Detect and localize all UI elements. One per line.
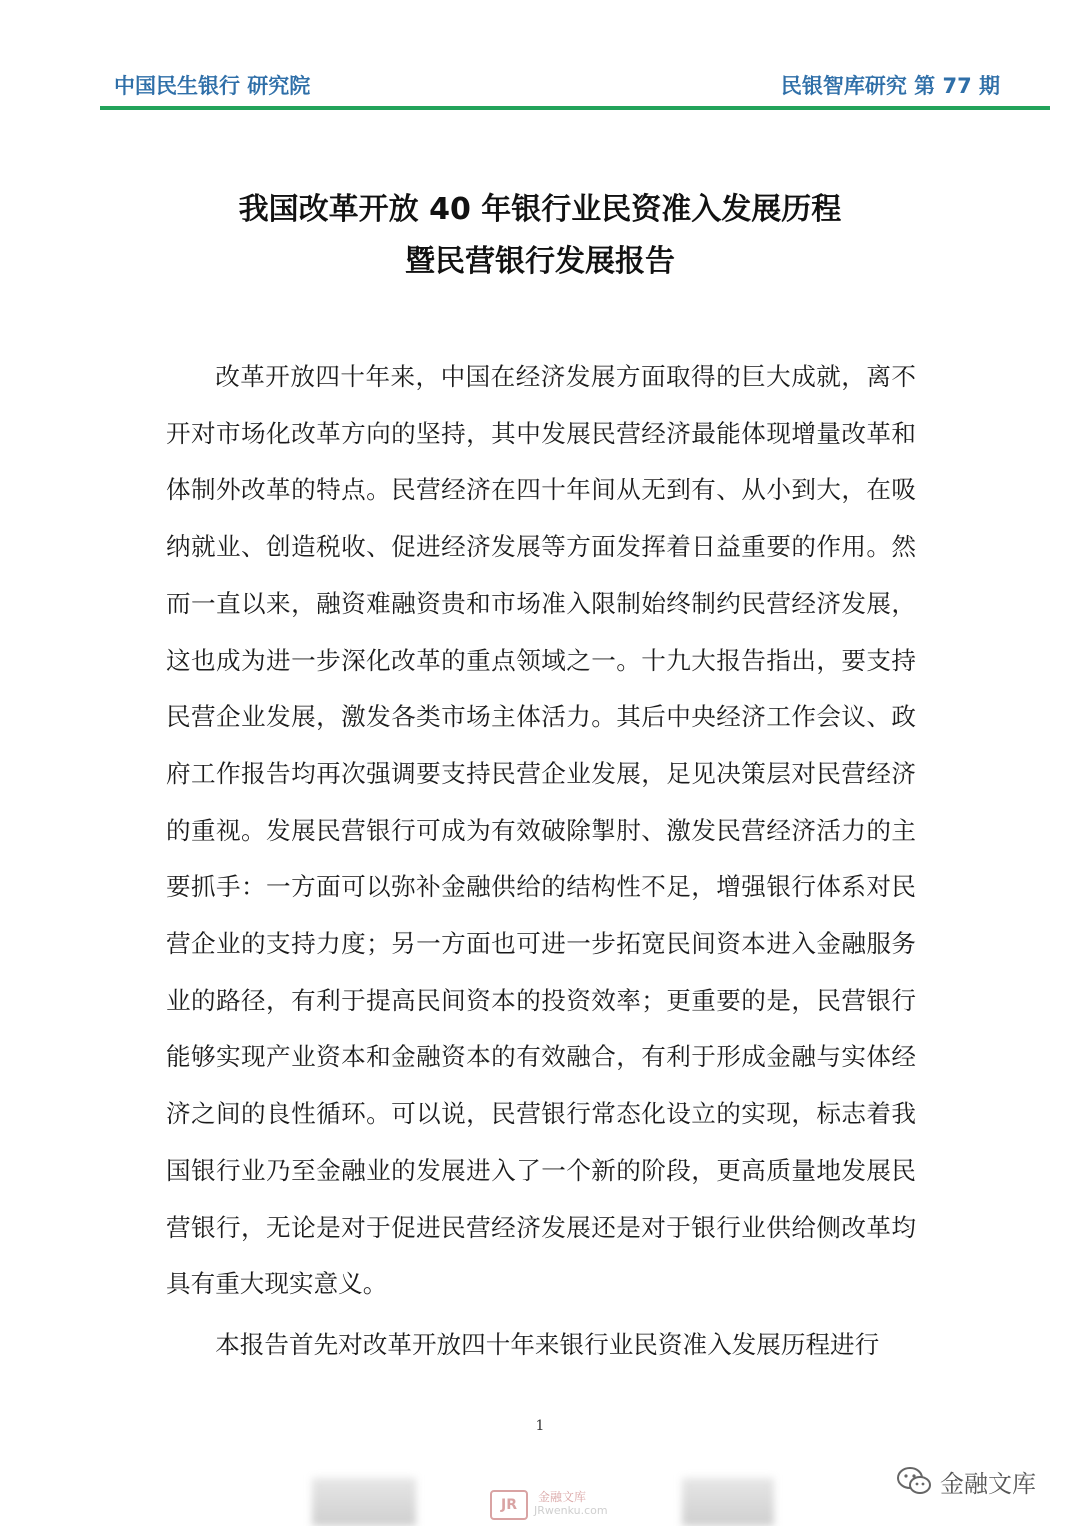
watermark-name: 金融文库 bbox=[538, 1490, 587, 1504]
watermark-logo bbox=[490, 1488, 640, 1522]
page-number: 1 bbox=[535, 1418, 545, 1434]
paragraph: 改革开放四十年来，中国在经济发展方面取得的巨大成就，离不开对市场化改革方向的坚持，其中发展民营经济最能体现增量改革和体制外改革的特点。民营经济在四十年间从无到有、从小到大，在吸纳就业、创造税收、促进经济发展等方面发挥着日益重要的作用。然而一直以来，融资难融资贵和市场准入限制始终制约民营经济发展，这也成为进一步深化改革的重点领域之一。十九大报告指出，要支持民营企业发展，激发各类市场主体活力。其后中央经济工作会议、政府工作报告均再次强调要支持民营企业发展，足见决策层对民营经济的重视。发展民营银行可成为有效破除掣肘、激发民营经济活力的主要抓手：一方面可以弥补金融供给的结构性不足，增强银行体系对民营企业的支持力度；另一方面也可进一步拓宽民间资本进入金融服务业的路径，有利于提高民间资本的投资效率；更重要的是，民营银行能够实现产业资本和金融资本的有效融合，有利于形成金融与实体经济之间的良性循环。可以说，民营银行常态化设立的实现，标志着我国银行业乃至金融业的发展进入了一个新的阶段，更高质量地发展民营银行，无论是对于促进民营经济发展还是对于银行业供给侧改革均具有重大现实意义。 bbox=[166, 362, 916, 1299]
blurred-region bbox=[312, 1478, 416, 1526]
header-institution: 中国民生银行 研究院 bbox=[114, 74, 311, 98]
wechat-account-name: 金融文库 bbox=[940, 1470, 1036, 1498]
wechat-account-badge bbox=[896, 1464, 1066, 1500]
wechat-icon bbox=[896, 1466, 932, 1496]
header-divider bbox=[100, 106, 1050, 110]
paragraph: 本报告首先对改革开放四十年来银行业民资准入发展历程进行 bbox=[215, 1329, 880, 1359]
watermark-logo-icon: JR bbox=[490, 1490, 528, 1520]
blurred-region bbox=[682, 1478, 774, 1526]
document-title bbox=[0, 184, 1080, 288]
title-line-2: 暨民营银行发展报告 bbox=[405, 244, 675, 279]
watermark-url: JRwenku.com bbox=[534, 1504, 608, 1517]
body-text bbox=[166, 349, 916, 1378]
page-header bbox=[100, 66, 1050, 106]
header-series-issue: 民银智库研究 第 77 期 bbox=[780, 74, 1000, 98]
title-line-1: 我国改革开放 40 年银行业民资准入发展历程 bbox=[238, 192, 842, 227]
